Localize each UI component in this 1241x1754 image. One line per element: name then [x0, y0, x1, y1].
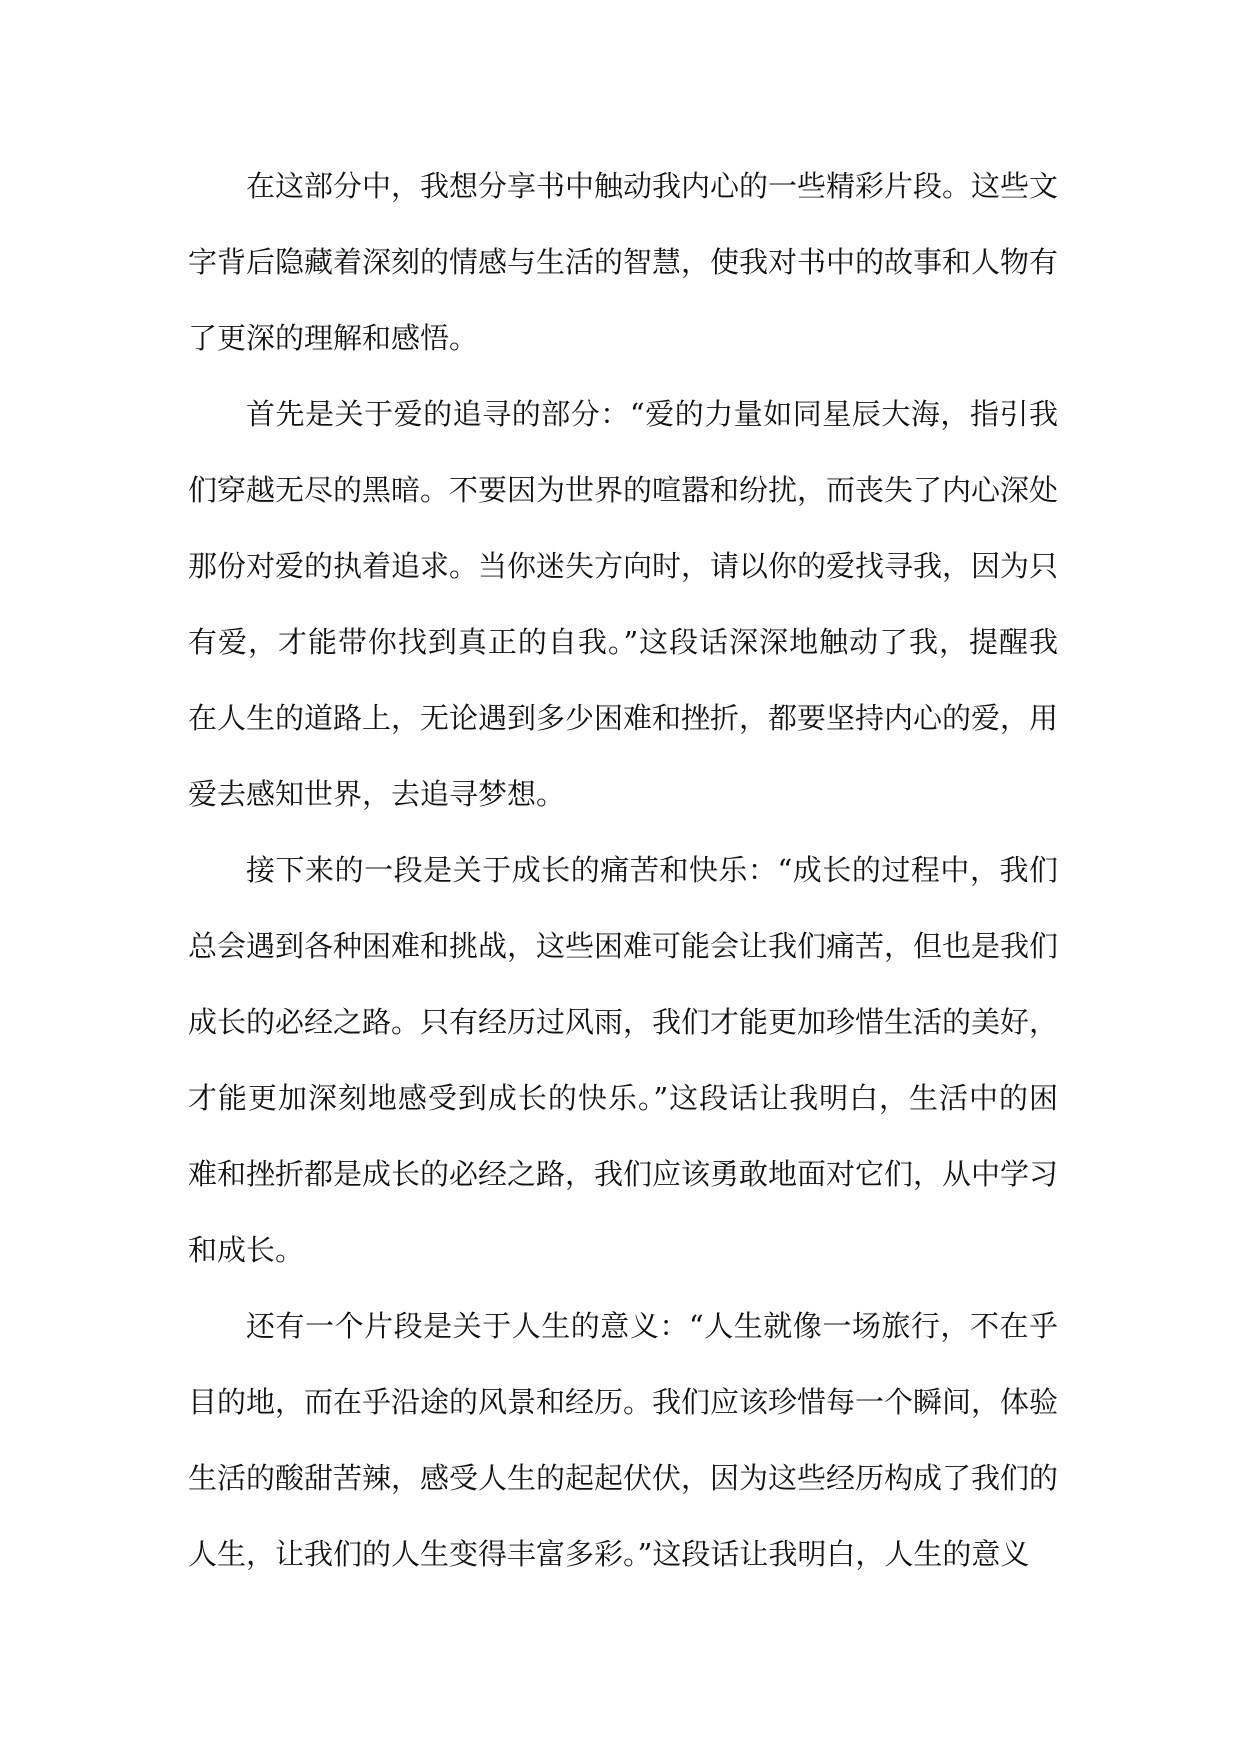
paragraph-3: 接下来的一段是关于成长的痛苦和快乐：“成长的过程中，我们总会遇到各种困难和挑战，这些困难可能会让我们痛苦，但也是我们成长的必经之路。只有经历过风雨，我们才能更加珍惜生活的美好，才能更加深刻地感受到成长的快乐。”这段话让我明白，生活中的困难和挫折都是成长的必经之路，我们应该勇敢地面对它们，从中学习和成长。: [188, 853, 1059, 1267]
document-body: [188, 148, 1058, 1592]
paragraph-4: 还有一个片段是关于人生的意义：“人生就像一场旅行，不在乎目的地，而在乎沿途的风景和经历。我们应该珍惜每一个瞬间，体验生活的酸甜苦辣，感受人生的起起伏伏，因为这些经历构成了我们的人生，让我们的人生变得丰富多彩。”这段话让我明白，人生的意义: [188, 1309, 1059, 1571]
paragraph-1: 在这部分中，我想分享书中触动我内心的一些精彩片段。这些文字背后隐藏着深刻的情感与生活的智慧，使我对书中的故事和人物有了更深的理解和感悟。: [188, 169, 1059, 355]
paragraph-2: 首先是关于爱的追寻的部分：“爱的力量如同星辰大海，指引我们穿越无尽的黑暗。不要因为世界的喧嚣和纷扰，而丧失了内心深处那份对爱的执着追求。当你迷失方向时，请以你的爱找寻我，因为只有爱，才能带你找到真正的自我。”这段话深深地触动了我，提醒我在人生的道路上，无论遇到多少困难和挫折，都要坚持内心的爱，用爱去感知世界，去追寻梦想。: [188, 397, 1059, 811]
